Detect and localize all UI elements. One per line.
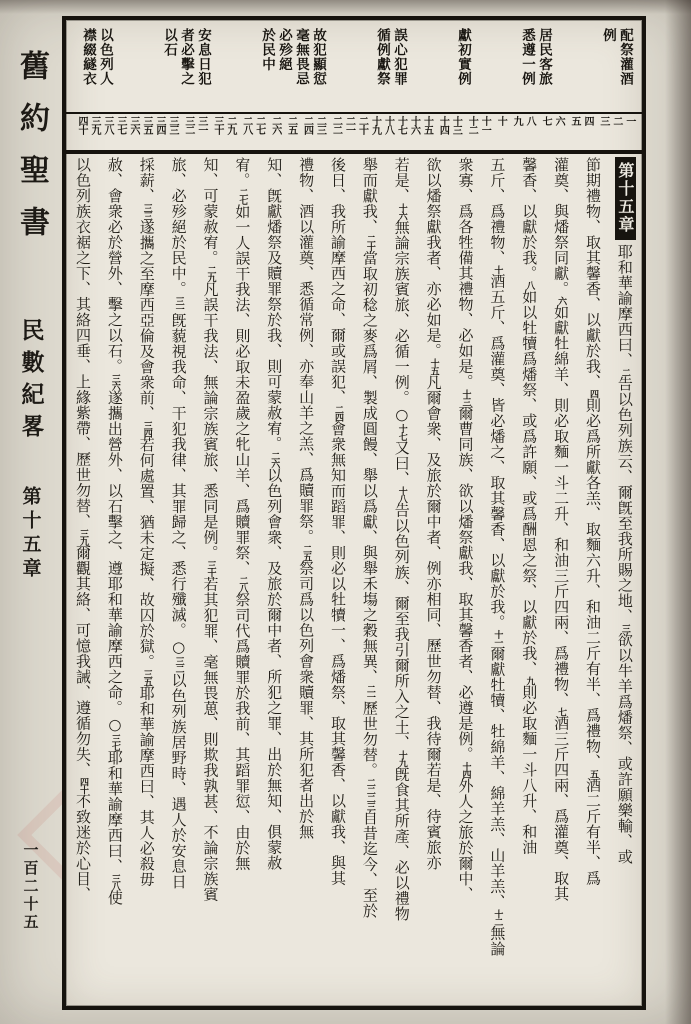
page-number: 一百二十五 — [21, 842, 40, 932]
verse-number-group — [495, 116, 505, 125]
verse-number-group — [212, 116, 235, 134]
verse-number-group — [598, 116, 634, 125]
text-column-15 — [171, 157, 187, 1002]
text-column-14 — [203, 157, 219, 1002]
inline-verse-number: 三五 — [141, 669, 152, 686]
inline-verse-number: 三四 — [141, 421, 152, 437]
verse-number-group — [286, 116, 296, 134]
scripture-text: 遂攜出營外、以石擊之、遵耶和華諭摩西之命。○ — [105, 390, 124, 734]
scripture-text: 又曰、 — [392, 440, 411, 487]
verse-number: 二八 — [240, 116, 252, 134]
verse-number-group — [330, 116, 431, 134]
text-column-3 — [553, 157, 569, 1002]
verse-number: 十三 — [450, 116, 462, 134]
scripture-text: 知、旣獻燔祭及贖罪祭於我、則可蒙赦宥。 — [265, 157, 284, 452]
scripture-text: 旣食其所產、必以禮物 — [392, 766, 411, 922]
text-column-16 — [139, 157, 155, 1002]
scripture-text: 爾曹同族、欲以燔祭獻我、取其馨香者、必遵是例。 — [456, 405, 475, 762]
verse-number: 三 — [597, 116, 609, 125]
chapter-label: 第十五章 — [19, 486, 42, 582]
verse-number: 二十 — [356, 116, 368, 134]
scripture-text: 以色列族衣裾之下、其絡四垂、上緣紫帶、歷世勿替、 — [74, 157, 92, 529]
verse-number-group — [466, 116, 489, 134]
summary-line: 例 — [600, 28, 616, 43]
scripture-text: 告以色列族云、爾旣至我所賜之地、 — [615, 376, 634, 624]
scripture-text: 若是、 — [392, 157, 411, 204]
text-column-11 — [298, 157, 314, 1002]
verse-number: 二六 — [269, 116, 281, 134]
text-column-8 — [394, 157, 410, 1002]
chapter-summary-header — [66, 20, 642, 154]
scripture-text: 耶和華諭摩西曰、 — [615, 244, 634, 368]
scripture-text: 旅、必殄絕於民中。 — [169, 157, 188, 297]
inline-verse-number: 十九 — [396, 750, 407, 767]
summary-block-6 — [161, 28, 210, 108]
verse-number: 十九 — [369, 116, 381, 134]
scripture-text: 若其犯罪、毫無畏葸、則欺我孰甚、不論宗族賓 — [201, 576, 220, 902]
scripture-text: 宥。 — [233, 157, 252, 188]
scripture-text: 五斤、爲禮物、 — [488, 157, 507, 266]
verse-number: 三六 — [128, 116, 139, 134]
inline-verse-number: 三八 — [109, 874, 120, 890]
inline-verse-number: 二五 — [301, 544, 312, 561]
verse-number-group — [302, 116, 325, 134]
verse-number-group — [183, 116, 206, 134]
inline-verse-number: 八 — [524, 281, 535, 289]
verse-number: 十八 — [382, 116, 394, 134]
inline-verse-number: 五 — [588, 769, 598, 778]
scripture-text: 凡爾會衆、及旅於爾中者、例亦相同、歷世勿替、我待爾若是、待賓旅亦 — [424, 374, 443, 871]
scripture-text: 採薪、 — [137, 157, 156, 204]
summary-block-1 — [600, 28, 632, 108]
verse-number: 二三 — [314, 116, 326, 134]
verse-number: 二二 — [330, 116, 342, 134]
scripture-text: 舉而獻我、 — [360, 157, 379, 235]
book-title: 舊約聖書 — [14, 50, 49, 258]
scripture-text: 節期禮物、取其馨香、以獻於我、 — [584, 157, 602, 390]
scripture-text: 爾獻牡犢、牡綿羊、綿羊羔、山羊羔、 — [488, 646, 507, 910]
scripture-text: 凡誤干我法、無論宗族賓旅、悉同是例。 — [201, 281, 220, 561]
text-column-12 — [266, 157, 282, 1002]
verse-number: 三九 — [89, 116, 100, 134]
verse-number-group — [437, 116, 460, 134]
verse-number-group — [241, 116, 264, 134]
inline-verse-number: 四 — [588, 389, 598, 398]
verse-number: 十一 — [479, 116, 491, 134]
scripture-text: 耶和華諭摩西曰、 — [105, 750, 124, 874]
summary-block-4 — [374, 28, 406, 108]
inline-verse-number: 三二 — [173, 656, 184, 673]
scripture-text: 歷世勿替。 — [360, 700, 379, 778]
inline-verse-number: 三 — [619, 624, 630, 632]
summary-block-5 — [259, 28, 325, 108]
text-column-1 — [617, 157, 633, 1002]
summary-line: 悉遵一例 — [519, 28, 535, 86]
scripture-text: 欲以牛羊爲燔祭、或許願樂輸、或 — [615, 632, 634, 865]
verse-number: 一 — [623, 116, 635, 125]
inline-verse-number: 十三 — [460, 389, 471, 406]
spine-margin — [0, 16, 62, 1010]
scripture-text: 以色列會衆、及旅於爾中者、所犯之罪、出於無知、俱蒙赦 — [265, 467, 284, 871]
inline-verse-number: 三三 — [141, 203, 152, 220]
text-column-4 — [521, 157, 537, 1002]
verse-number-group — [569, 116, 592, 125]
summary-line: 以石 — [161, 28, 177, 57]
inline-verse-number: 七 — [556, 707, 567, 716]
inline-verse-number: 九 — [524, 676, 535, 685]
verse-number: 六 — [553, 116, 565, 125]
scripture-text: 赦、會衆必於營外、擊之以石。 — [105, 157, 124, 374]
verse-number: 八 — [524, 116, 536, 125]
scripture-text: 無論 — [488, 925, 507, 957]
verse-number: 十五 — [421, 116, 433, 134]
scripture-text: 則必爲所獻各羔、取麵六升、和油二斤有半、爲禮物、 — [584, 397, 602, 770]
inline-verse-number: 十八 — [396, 486, 407, 503]
verse-number: 三七 — [115, 116, 126, 134]
inline-verse-number: 二六 — [269, 451, 280, 468]
scripture-text: 知、可蒙赦宥。 — [201, 157, 220, 266]
summary-line: 毫無畏忌 — [293, 28, 309, 86]
verse-number: 九 — [511, 116, 523, 125]
scripture-text: 告以色列族、爾至我引爾所入之土、 — [392, 502, 411, 751]
verse-number-group — [270, 116, 280, 134]
scripture-text: 則必取麵一斗八升、和油 — [520, 684, 539, 855]
summary-block-3 — [455, 28, 470, 108]
verse-number: 二 — [610, 116, 622, 125]
inline-verse-number: 六 — [556, 296, 567, 305]
scripture-text: 若何處置、猶未定擬、故囚於獄。 — [137, 437, 156, 670]
verse-number: 三二 — [182, 116, 194, 134]
text-column-6 — [458, 157, 474, 1002]
text-column-9 — [362, 157, 378, 1002]
summary-line: 故犯顯愆 — [310, 28, 326, 86]
verse-number-group — [511, 116, 534, 125]
text-column-13 — [234, 157, 250, 1002]
verse-number: 三五 — [141, 116, 152, 134]
inline-verse-number: 十七 — [396, 424, 407, 440]
scripture-text: 禮物、酒以灌奠、悉循常例、亦奉山羊之羔、爲贖罪祭。 — [297, 157, 316, 545]
verse-number: 五 — [568, 116, 580, 125]
inline-verse-number: 十 — [492, 265, 503, 274]
verse-number: 七 — [540, 116, 552, 125]
verse-number: 二一 — [343, 116, 355, 134]
verse-number: 十六 — [408, 116, 420, 134]
inline-verse-number: 三七 — [109, 734, 120, 750]
inline-verse-number: 十四 — [460, 762, 471, 778]
verse-number: 三三 — [167, 116, 178, 134]
scripture-text: 以色列族居野時、遇人於安息日 — [169, 672, 188, 890]
summary-line: 者必擊之 — [178, 28, 194, 86]
scripture-text: 後日、我所諭摩西之命、爾或誤犯、 — [329, 157, 347, 405]
summary-line: 居民客旅 — [536, 28, 552, 86]
verse-number: 十二 — [466, 116, 478, 134]
summary-line: 循例獻祭 — [374, 28, 390, 86]
summary-line: 襟綴繸衣 — [80, 28, 96, 86]
scripture-text: 馨香、以獻於我。 — [520, 157, 539, 281]
text-frame — [62, 16, 646, 1010]
scripture-text: 祭司代爲贖罪於我前、其蹈罪愆、由於無 — [233, 592, 252, 871]
text-column-10 — [330, 157, 346, 1002]
scripture-text: 會衆無知而蹈罪、則必以牡犢一、爲燔祭、取其馨香、以獻我、與其 — [329, 421, 347, 886]
scripture-text: 灌奠、與燔祭同獻。 — [552, 157, 571, 297]
verse-number: 三八 — [102, 116, 113, 134]
scripture-text: 遂攜之至摩西亞倫及會衆前、 — [137, 219, 156, 421]
scripture-text: 不致迷於心目、 — [74, 793, 92, 902]
inline-verse-number: 二十 — [364, 234, 375, 251]
summary-line: 於民中 — [259, 28, 275, 72]
text-column-7 — [426, 157, 442, 1002]
text-column-2 — [585, 157, 601, 1002]
inline-verse-number: 二一 — [364, 684, 375, 701]
scripture-text: 酒二斤有半、爲 — [584, 777, 602, 886]
verse-number: 三四 — [154, 116, 165, 134]
verse-number: 四十 — [76, 116, 87, 134]
scripture-text: 爾觀其絡、可憶我誡、遵循勿失、 — [74, 545, 92, 778]
scripture-text: 外人之旅於爾中、 — [456, 778, 475, 902]
inline-verse-number: 十二 — [492, 909, 503, 926]
verse-number-row — [66, 114, 642, 150]
verse-number: 二四 — [301, 116, 313, 134]
section-title: 民數紀畧 — [17, 318, 45, 446]
verse-number: 三十 — [211, 116, 223, 134]
text-column-5 — [489, 157, 505, 1002]
verse-number: 二九 — [224, 116, 236, 134]
scripture-text: 衆寡、爲各牲備其禮物、必如是。 — [456, 157, 475, 390]
header-summaries — [66, 20, 642, 114]
scripture-text: 酒三斤四兩、爲灌奠、取其 — [552, 715, 571, 902]
inline-verse-number: 二四 — [333, 405, 343, 421]
scripture-text: 欲以燔祭獻我者、亦必如是。 — [424, 157, 443, 359]
inline-verse-number: 十六 — [396, 203, 407, 220]
verse-number: 十 — [495, 116, 507, 125]
inline-verse-number: 二八 — [237, 576, 248, 592]
scripture-body — [66, 154, 642, 1006]
summary-line: 必殄絕 — [276, 28, 292, 72]
verse-number: 十七 — [395, 116, 407, 134]
inline-verse-number: 二 — [619, 368, 630, 376]
verse-number: 二七 — [253, 116, 265, 134]
inline-verse-number: 三九 — [78, 529, 88, 545]
scripture-text: 旣藐視我命、干犯我律、其罪歸之、悉行殲滅。○ — [169, 312, 188, 657]
chapter-heading: 第十五章 — [615, 157, 636, 240]
inline-verse-number: 三十 — [205, 560, 216, 577]
verse-number: 二五 — [285, 116, 297, 134]
verse-number: 十四 — [437, 116, 449, 134]
scripture-text: 如以牡犢爲燔祭、或爲許願、或爲酬恩之祭、以獻於我、 — [520, 289, 539, 677]
scripture-text: 如獻牡綿羊、則必取麵一斗二升、和油三斤四兩、爲禮物、 — [552, 304, 571, 708]
summary-line: 以色列人 — [97, 28, 113, 86]
summary-line: 配祭灌酒 — [617, 28, 633, 86]
scripture-text: 如一人誤干我法、則必取未盈歲之牝山羊、爲贖罪祭、 — [233, 204, 252, 576]
text-column-17 — [107, 157, 123, 1002]
inline-verse-number: 三一 — [173, 296, 184, 313]
scripture-text: 祭司爲以色列會衆贖罪、其所犯者出於無 — [297, 560, 316, 840]
inline-verse-number: 十一 — [492, 630, 503, 646]
verse-number-group — [540, 116, 563, 125]
text-column-18 — [75, 157, 91, 1002]
inline-verse-number: 二二二三 — [364, 778, 375, 810]
summary-line: 安息日犯 — [195, 28, 211, 86]
scripture-text: 當取初稔之麥爲屑、製成圓饅、舉以爲獻、與舉禾塲之穀無異、 — [360, 250, 379, 685]
scripture-text: 自昔迄今、至於 — [360, 810, 379, 919]
inline-verse-number: 二九 — [205, 265, 216, 282]
inline-verse-number: 二七 — [237, 188, 248, 204]
scripture-text: 使 — [105, 890, 124, 906]
summary-block-2 — [519, 28, 551, 108]
scripture-text: 無論宗族賓旅、必循一例。○ — [392, 219, 411, 424]
inline-verse-number: 十五 — [428, 358, 439, 375]
inline-verse-number: 三六 — [109, 374, 120, 390]
verse-number: 三一 — [195, 116, 207, 134]
scripture-text: 耶和華諭摩西曰、其人必殺毋 — [137, 685, 156, 887]
verse-number-group — [76, 116, 177, 134]
summary-line: 誤心犯罪 — [391, 28, 407, 86]
inline-verse-number: 四十 — [78, 777, 88, 794]
scripture-text: 酒五斤、爲灌奠、皆必燔之、取其馨香、以獻於我。 — [488, 273, 507, 630]
verse-number: 四 — [581, 116, 593, 125]
summary-line: 獻初實例 — [455, 28, 471, 86]
summary-block-7 — [80, 28, 112, 108]
